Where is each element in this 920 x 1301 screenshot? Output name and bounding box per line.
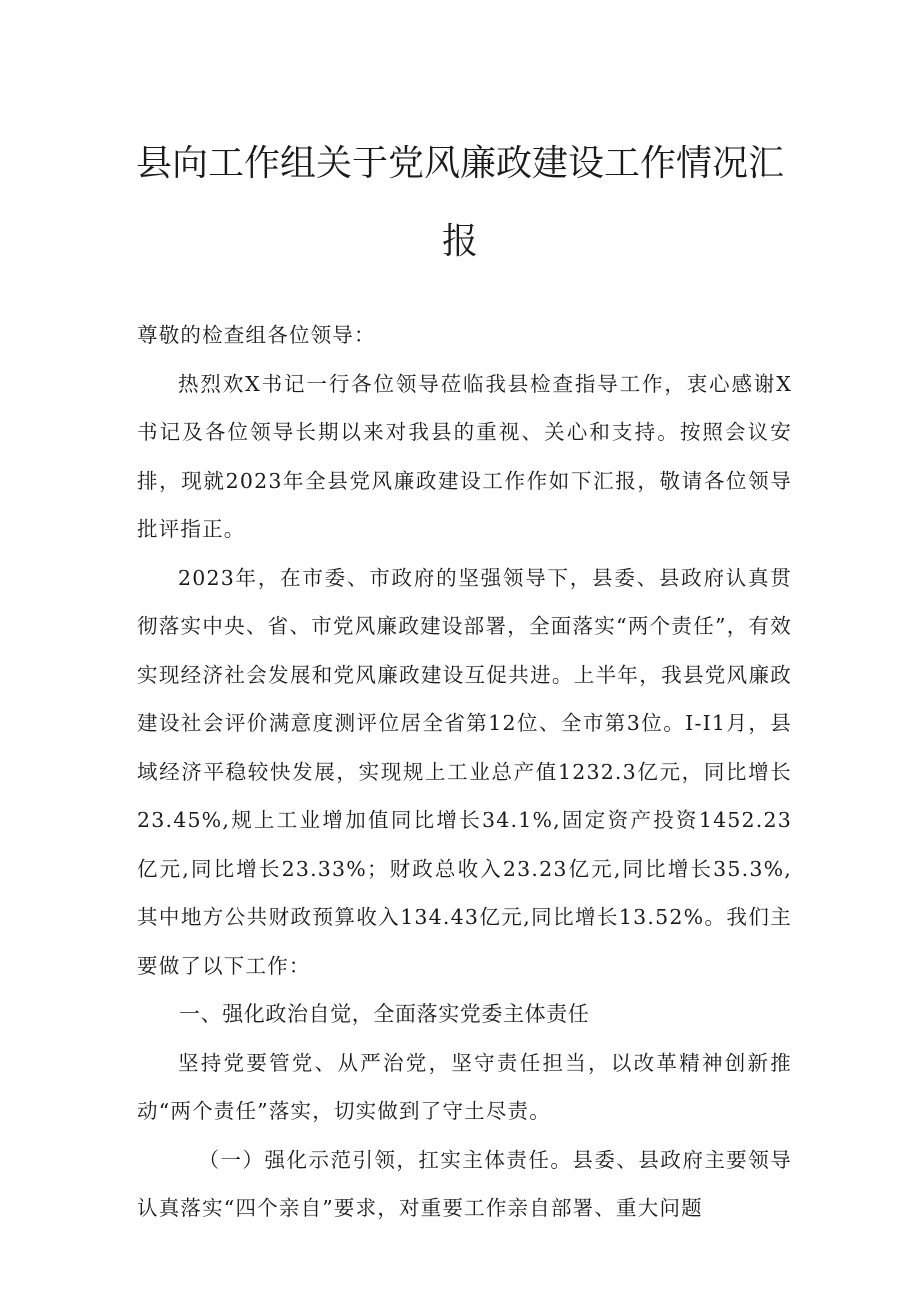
paragraph-intro: 热烈欢X书记一行各位领导莅临我县检查指导工作，衷心感谢X书记及各位领导长期以来对我县的重视、关心和支持。按照会议安排，现就2023年全县党风廉政建设工作作如下汇报，敬请各位领导批评指正。 — [137, 371, 792, 541]
salutation: 尊敬的检查组各位领导： — [137, 323, 376, 347]
section-heading-1: 一、强化政治自觉，全面落实党委主体责任 — [179, 1002, 590, 1026]
document-body — [137, 311, 792, 1233]
paragraph-overview: 2023年，在市委、市政府的坚强领导下，县委、县政府认真贯彻落实中央、省、市党风廉政建设部署，全面落实“两个责任”，有效实现经济社会发展和党风廉政建设互促共进。上半年，我县党风廉政建设社会评价满意度测评位居全省第12位、全市第3位。I-I1月，县域经济平稳较快发展，实现规上工业总产值1232.3亿元，同比增长23.45%,规上工业增加值同比增长34.1%,固定资产投资1452.23亿元,同比增长23.33%；财政总收入23.23亿元,同比增长35.3%,其中地方公共财政预算收入134.43亿元,同比增长13.52%。我们主要做了以下工作： — [137, 565, 792, 978]
paragraph-subsection-1: （一）强化示范引领，扛实主体责任。县委、县政府主要领导认真落实“四个亲自”要求，对重要工作亲自部署、重大问题 — [137, 1147, 792, 1220]
document-title-line-1: 县向工作组关于党风廉政建设工作情况汇 — [135, 143, 784, 184]
document-title-line-2: 报 — [441, 221, 478, 262]
paragraph-section-1: 坚持党要管党、从严治党，坚守责任担当，以改革精神创新推动“两个责任”落实，切实做到了守土尽责。 — [137, 1050, 792, 1123]
